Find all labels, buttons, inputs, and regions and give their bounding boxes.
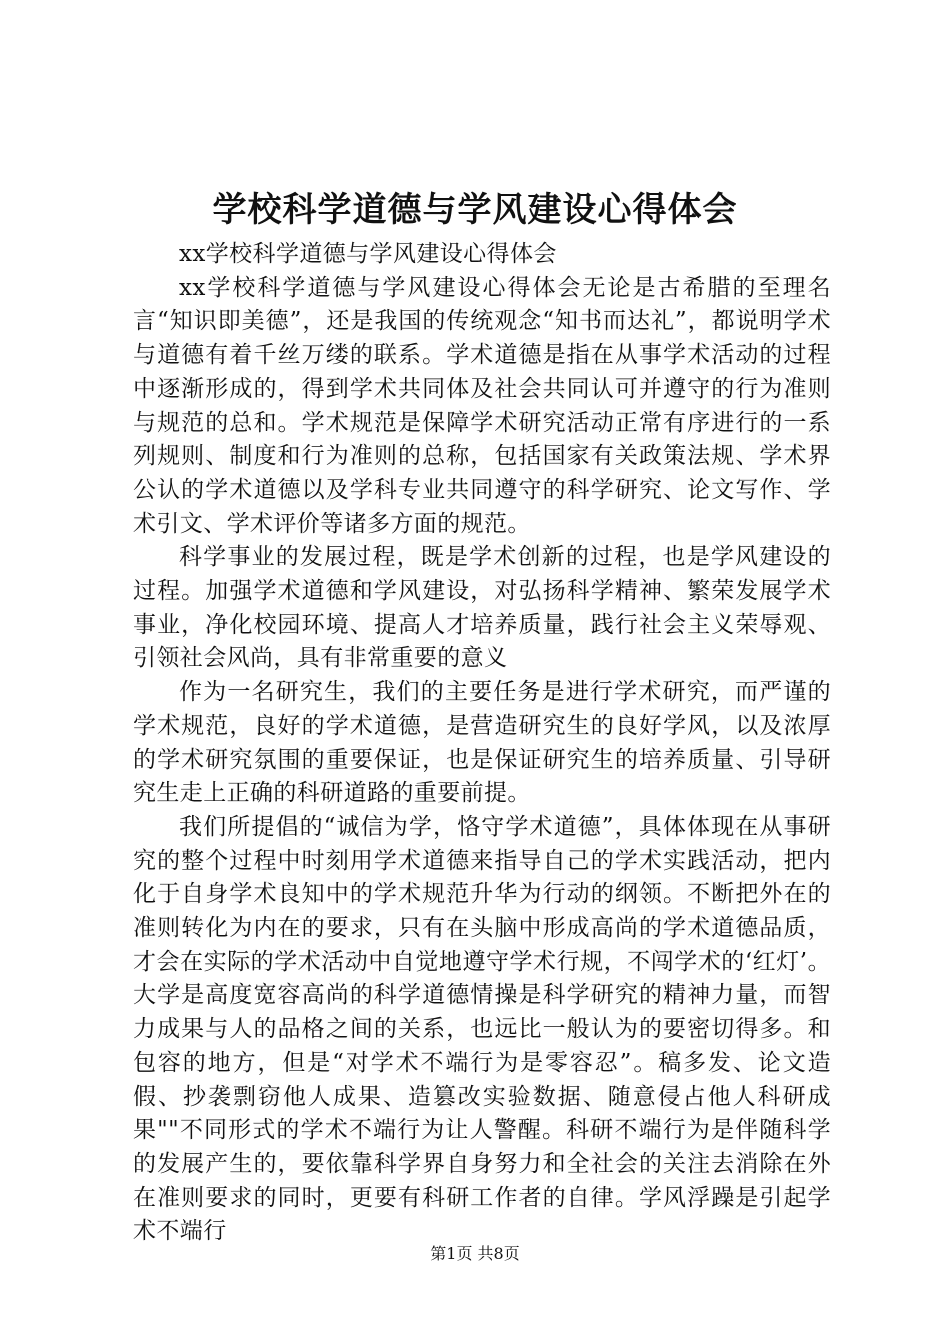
paragraph-intro: xx学校科学道德与学风建设心得体会无论是古希腊的至理名言“知识即美德”，还是我国的传统观念“知书而达礼”，都说明学术与道德有着千丝万缕的联系。学术道德是指在从事学术活动的过程中逐渐形成的，得到学术共同体及社会共同认可并遵守的行为准则与规范的总和。学术规范是保障学术研究活动正常有序进行的一系列规则、制度和行为准则的总称，包括国家有关政策法规、学术界公认的学术道德以及学科专业共同遵守的科学研究、论文写作、学术引文、学术评价等诸多方面的规范。: [133, 274, 831, 537]
paragraph-graduate-role: 作为一名研究生，我们的主要任务是进行学术研究，而严谨的学术规范，良好的学术道德，是营造研究生的良好学风，以及浓厚的学术研究氛围的重要保证，也是保证研究生的培养质量、引导研究生走上正确的科研道路的重要前提。: [133, 679, 831, 807]
paragraph-integrity: 我们所提倡的“诚信为学，恪守学术道德”，具体体现在从事研究的整个过程中时刻用学术道德来指导自己的学术实践活动，把内化于自身学术良知中的学术规范升华为行动的纲领。不断把外在的准则转化为内在的要求，只有在头脑中形成高尚的学术道德品质，才会在实际的学术活动中自觉地遵守学术行规，不闯学术的‘红灯’。大学是高度宽容高尚的科学道德情操是科学研究的精神力量，而智力成果与人的品格之间的关系，也远比一般认为的要密切得多。和包容的地方，但是“对学术不端行为是零容忍”。稿多发、论文造假、抄袭剽窃他人成果、造篡改实验数据、随意侵占他人科研成果""不同形式的学术不端行为让人警醒。科研不端行为是伴随科学的发展产生的，要依靠科学界自身努力和全社会的关注去消除在外在准则要求的同时，更要有科研工作者的自律。学风浮躁是引起学术不端行: [133, 813, 831, 1245]
document-title: 学校科学道德与学风建设心得体会: [212, 190, 738, 230]
document-body: [133, 238, 831, 1249]
page-footer: 第1页 共8页: [430, 1244, 520, 1263]
paragraph-development: 科学事业的发展过程，既是学术创新的过程，也是学风建设的过程。加强学术道德和学风建设，对弘扬科学精神、繁荣发展学术事业，净化校园环境、提高人才培养质量，践行社会主义荣辱观、引领社会风尚，具有非常重要的意义: [133, 544, 831, 672]
paragraph-subtitle: xx学校科学道德与学风建设心得体会: [179, 241, 557, 267]
